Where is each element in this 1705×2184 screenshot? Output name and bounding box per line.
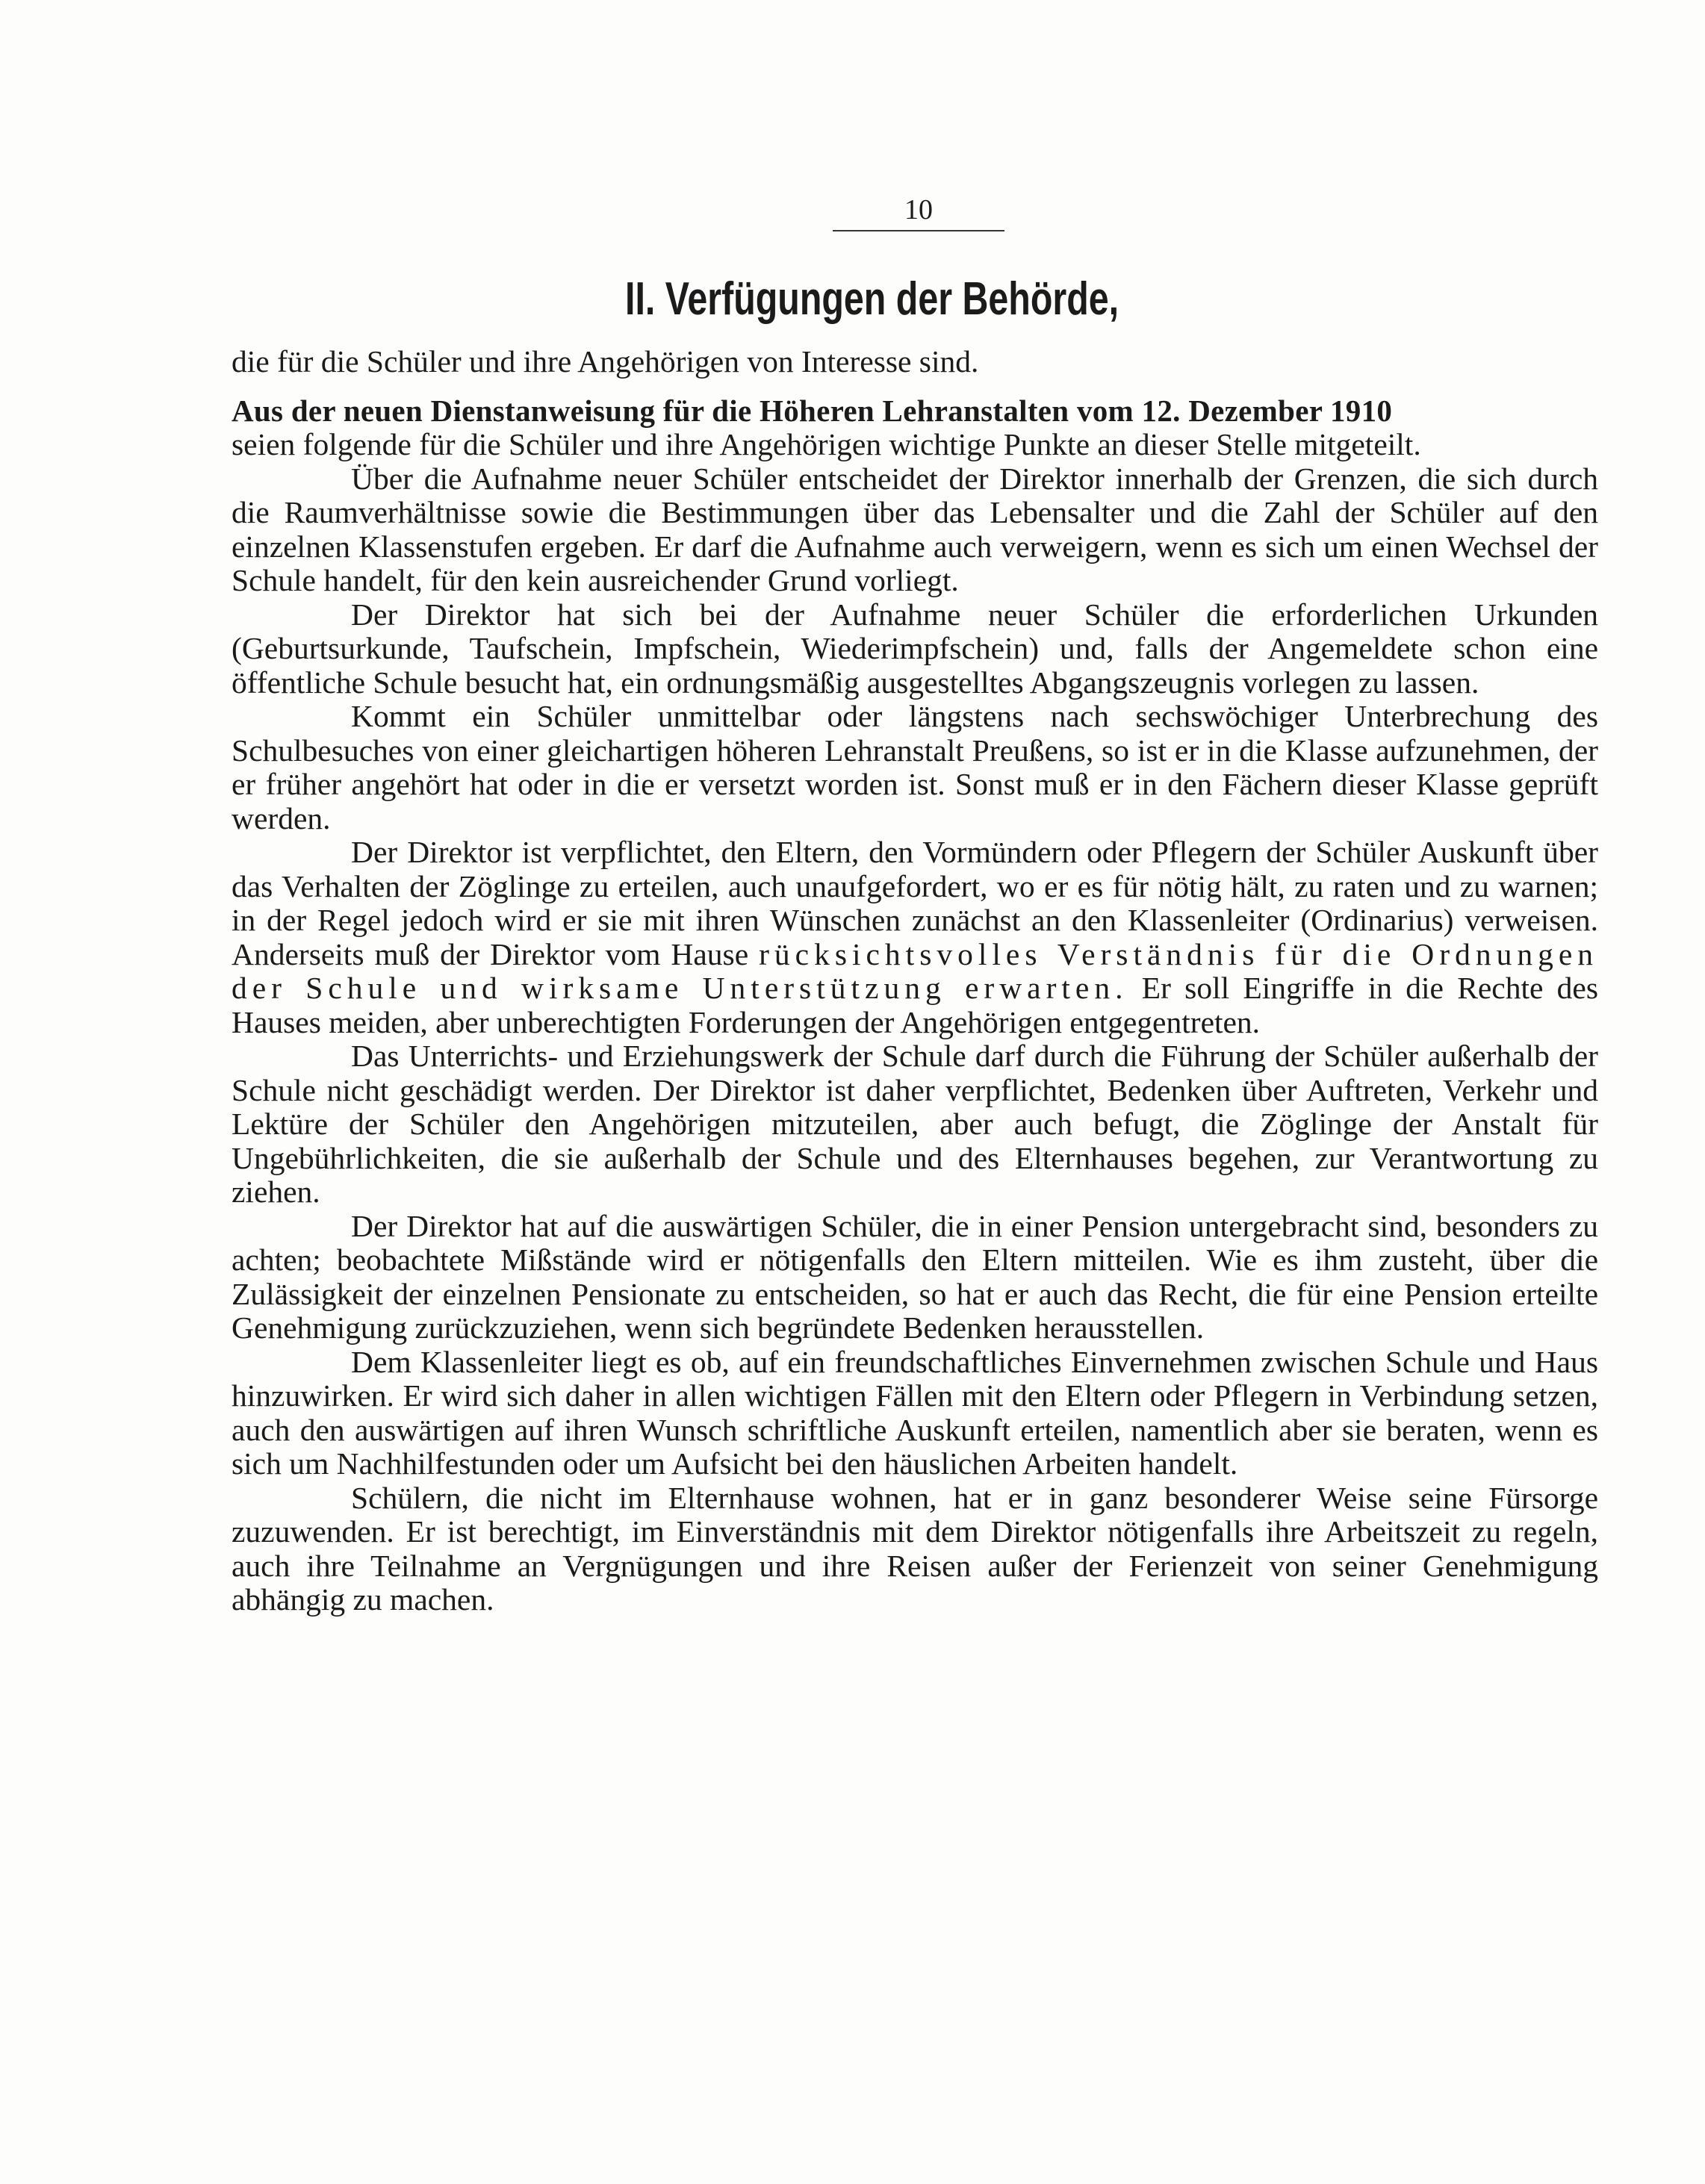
page-number: 10 bbox=[904, 194, 933, 225]
paragraph-parents-info-a: Der Direktor ist verpflichtet, den Eltern, den Vormündern oder Pflegern der Schüler Auskunft über das Verhalten der Zöglinge zu erteilen, auch unaufgefordert, wo er es für nötig hält, zu raten und zu warnen; in der Regel jedoch wird er sie mit ihren Wünschen zunächst an den Klassenleiter (Ordinarius) verweisen. Anderseits muß der Direktor vom Hause bbox=[232, 835, 1598, 971]
paragraph-parents-info-c: Er soll Eingriffe in die Rechte des Hauses meiden, aber unberechtigten Forderungen der Angehörigen entgegentreten. bbox=[232, 971, 1599, 1039]
paragraph-external-students: Schülern, die nicht im Elternhause wohnen, hat er in ganz besonderer Weise seine Fürsorge zuzuwenden. Er ist berechtigt, im Einverständnis mit dem Direktor nötigenfalls ihre Arbeitszeit zu regeln, auch ihre Teilnahme an Vergnügungen und ihre Reisen außer der Ferienzeit von seiner Genehmigung abhängig zu machen. bbox=[232, 1480, 1598, 1617]
page-number-rule bbox=[833, 230, 1004, 231]
body-text bbox=[232, 345, 1598, 1617]
paragraph-parents-info bbox=[232, 836, 1598, 1039]
paragraph-transfer: Kommt ein Schüler unmittelbar oder längstens nach sechswöchiger Unterbrechung des Schulbesuches von einer gleichartigen höheren Lehranstalt Preußens, so ist er in die Klasse aufzunehmen, der er früher angehört hat oder in die er versetzt worden ist. Sonst muß er in den Fächern dieser Klasse geprüft werden. bbox=[232, 699, 1598, 836]
paragraph-class-teacher: Dem Klassenleiter liegt es ob, auf ein freundschaftliches Einvernehmen zwischen Schule und Haus hinzuwirken. Er wird sich daher in allen wichtigen Fällen mit den Eltern oder Pflegern in Verbindung setzen, auch den auswärtigen auf ihren Wunsch schriftliche Auskunft erteilen, namentlich aber sie beraten, wenn es sich um Nachhilfestunden oder um Aufsicht bei den häuslichen Arbeiten handelt. bbox=[232, 1344, 1598, 1481]
paragraph-admission: Über die Aufnahme neuer Schüler entscheidet der Direktor innerhalb der Grenzen, die sich durch die Raumverhältnisse sowie die Bestimmungen über das Lebensalter und die Zahl der Schüler auf den einzelnen Klassenstufen ergeben. Er darf die Aufnahme auch verweigern, wenn es sich um einen Wechsel der Schule handelt, für den kein ausreichender Grund vorliegt. bbox=[232, 461, 1598, 597]
paragraph-boarding: Der Direktor hat auf die auswärtigen Schüler, die in einer Pension untergebracht sind, besonders zu achten; beobachtete Mißstände wird er nötigenfalls den Eltern mitteilen. Wie es ihm zusteht, über die Zulässigkeit der einzelnen Pensionate zu entscheiden, so hat er auch das Recht, die für eine Pension erteilte Genehmigung zurückzuziehen, wenn sich begründete Bedenken herausstellen. bbox=[232, 1208, 1598, 1345]
intro-paragraph: seien folgende für die Schüler und ihre Angehörigen wichtige Punkte an dieser Stelle mitgeteilt. bbox=[232, 427, 1421, 461]
paragraph-documents: Der Direktor hat sich bei der Aufnahme neuer Schüler die erforderlichen Urkunden (Geburtsurkunde, Taufschein, Impfschein, Wiederimpfschein) und, falls der Angemeldete schon eine öffentliche Schule besucht hat, ein ordnungsmäßig ausgestelltes Abgangszeugnis vorlegen zu lassen. bbox=[232, 597, 1598, 700]
subtitle: die für die Schüler und ihre Angehörigen von Interesse sind. bbox=[232, 344, 979, 379]
page-title: II. Verfügungen der Behörde, bbox=[625, 273, 1119, 325]
paragraph-parents-info-emphasis: rücksichtsvolles Verständnis für die Ordnungen der Schule und wirksame Unterstützung erwarten. bbox=[232, 936, 1599, 1005]
section-heading: Aus der neuen Dienstanweisung für die Höheren Lehranstalten vom 12. Dezember 1910 bbox=[232, 393, 1393, 428]
paragraph-conduct: Das Unterrichts- und Erziehungswerk der Schule darf durch die Führung der Schüler außerhalb der Schule nicht geschädigt werden. Der Direktor ist daher verpflichtet, Bedenken über Auftreten, Verkehr und Lektüre der Schüler den Angehörigen mitzuteilen, aber auch befugt, die Zöglinge der Anstalt für Ungebührlichkeiten, die sie außerhalb der Schule und des Elternhauses begehen, zur Verantwortung zu ziehen. bbox=[232, 1039, 1598, 1209]
